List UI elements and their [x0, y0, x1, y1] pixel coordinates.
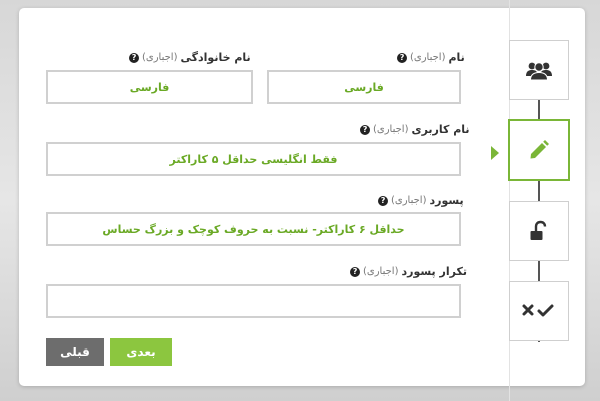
username-input[interactable] — [46, 142, 461, 176]
password-repeat-label-text: تکرار پسورد — [401, 265, 467, 278]
help-icon[interactable]: ? — [397, 53, 407, 63]
active-step-pointer — [491, 146, 499, 160]
cross-check-icon — [521, 302, 557, 320]
last-name-label-text: نام خانوادگی — [180, 51, 251, 64]
step-password[interactable] — [509, 201, 569, 261]
username-label-text: نام کاربری — [411, 123, 470, 136]
password-repeat-label — [350, 265, 467, 278]
password-required-text: (اجباری) — [391, 195, 427, 206]
signup-card — [19, 8, 585, 386]
help-icon[interactable]: ? — [129, 53, 139, 63]
last-name-label — [129, 51, 251, 64]
unlock-icon — [528, 220, 550, 242]
first-name-label-text: نام — [448, 51, 465, 64]
password-repeat-input[interactable] — [46, 284, 461, 318]
help-icon[interactable]: ? — [350, 267, 360, 277]
username-label — [360, 123, 470, 136]
first-name-label — [397, 51, 465, 64]
previous-button[interactable]: قبلی — [46, 338, 104, 366]
next-button[interactable]: بعدی — [110, 338, 172, 366]
pencil-icon — [528, 139, 550, 161]
step-edit-details[interactable] — [508, 119, 570, 181]
help-icon[interactable]: ? — [360, 125, 370, 135]
password-label — [378, 194, 464, 207]
password-repeat-required-text: (اجباری) — [363, 266, 399, 277]
username-required-text: (اجباری) — [373, 124, 409, 135]
users-icon — [525, 59, 553, 81]
first-name-input[interactable] — [267, 70, 461, 104]
step-users[interactable] — [509, 40, 569, 100]
help-icon[interactable]: ? — [378, 196, 388, 206]
step-confirm[interactable] — [509, 281, 569, 341]
last-name-input[interactable] — [46, 70, 253, 104]
password-label-text: پسورد — [429, 194, 464, 207]
last-name-required-text: (اجباری) — [142, 52, 178, 63]
password-input[interactable] — [46, 212, 461, 246]
first-name-required-text: (اجباری) — [410, 52, 446, 63]
